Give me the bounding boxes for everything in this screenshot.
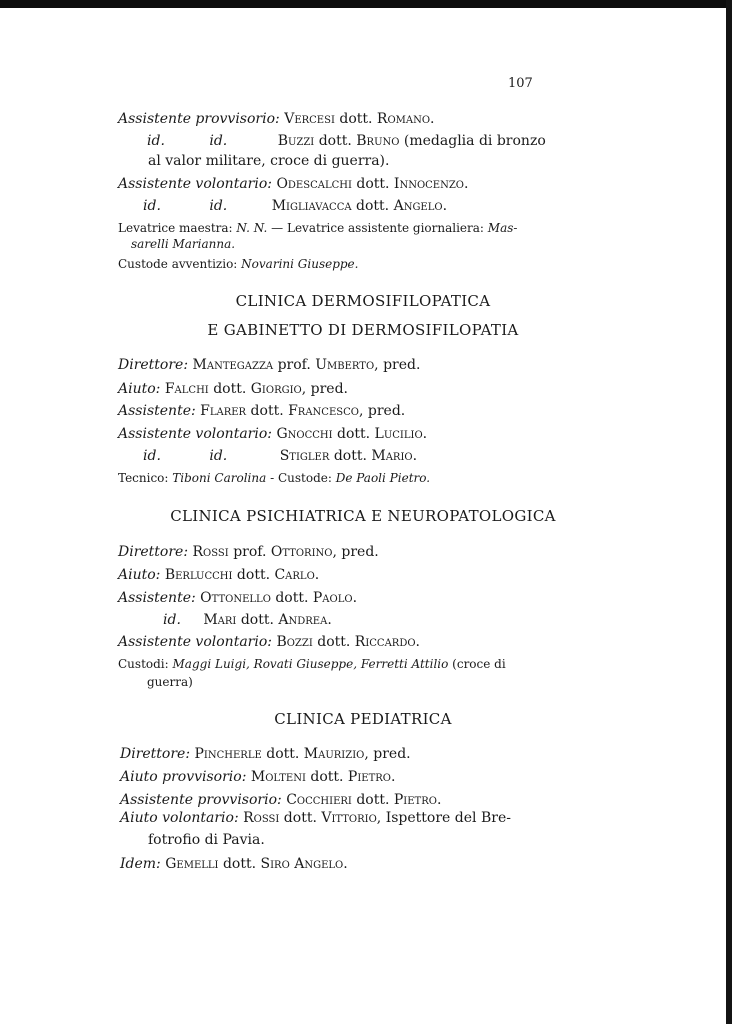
surname: Bozzi bbox=[276, 634, 313, 650]
title: prof. bbox=[233, 544, 267, 560]
title: dott. bbox=[275, 590, 309, 606]
title: dott. bbox=[337, 426, 371, 442]
staff-line bbox=[118, 567, 319, 584]
staff-line bbox=[118, 590, 357, 607]
section-heading: CLINICA PEDIATRICA bbox=[274, 710, 452, 728]
role: Assistente volontario: bbox=[118, 634, 272, 650]
surname: Ottonello bbox=[200, 590, 271, 606]
ditto: id. bbox=[163, 612, 181, 628]
role: Direttore: bbox=[118, 357, 189, 373]
section-heading: CLINICA PSICHIATRICA E NEUROPATOLOGICA bbox=[170, 507, 556, 525]
staff-line bbox=[118, 470, 430, 487]
section-heading: CLINICA DERMOSIFILOPATICA bbox=[235, 292, 491, 310]
ditto: id. bbox=[209, 448, 228, 464]
given-name: Paolo. bbox=[312, 590, 358, 606]
label: - Custode: bbox=[270, 471, 332, 485]
ditto: id. bbox=[143, 448, 161, 464]
role: Assistente: bbox=[118, 403, 196, 419]
given-name: Francesco, bbox=[288, 403, 364, 419]
staff-line bbox=[120, 792, 441, 809]
title: dott. bbox=[250, 403, 284, 419]
staff-line bbox=[118, 426, 427, 443]
scan-right-border bbox=[726, 0, 732, 1024]
given-name: Romano. bbox=[376, 111, 435, 127]
value: Rovati Giuseppe, bbox=[253, 657, 358, 671]
label: Custodi: bbox=[118, 657, 169, 671]
page-number: 107 bbox=[508, 76, 533, 91]
surname: Rossi bbox=[243, 810, 280, 826]
title: dott. bbox=[266, 746, 300, 762]
role: Aiuto volontario: bbox=[120, 810, 239, 826]
given-name: Siro Angelo. bbox=[260, 856, 348, 872]
continuation-line: sarelli Marianna. bbox=[131, 237, 236, 251]
title: dott. bbox=[283, 810, 317, 826]
title: dott. bbox=[236, 567, 271, 583]
staff-line bbox=[118, 176, 468, 193]
staff-line bbox=[118, 256, 358, 273]
given-name: Maurizio, bbox=[303, 746, 369, 762]
given-name: Umberto, bbox=[315, 357, 379, 373]
given-name: Pietro. bbox=[393, 792, 442, 808]
surname: Gnocchi bbox=[276, 426, 333, 442]
ditto: id. bbox=[147, 133, 165, 149]
extra: pred. bbox=[383, 357, 421, 373]
surname: Pincherle bbox=[194, 746, 262, 762]
value: Mas- bbox=[487, 221, 518, 235]
ditto: id. bbox=[209, 133, 228, 149]
surname: Mari bbox=[203, 612, 237, 628]
extra: Ispettore del Bre- bbox=[385, 810, 511, 826]
surname: Molteni bbox=[250, 769, 306, 785]
value: Maggi Luigi, bbox=[172, 657, 250, 671]
staff-line bbox=[147, 133, 546, 150]
note: (medaglia di bronzo bbox=[403, 133, 546, 149]
surname: Berlucchi bbox=[164, 567, 233, 583]
label: Tecnico: bbox=[118, 471, 169, 485]
given-name: Giorgio, bbox=[250, 381, 307, 397]
staff-line bbox=[118, 381, 348, 398]
given-name: Vittorio, bbox=[321, 810, 382, 826]
title: dott. bbox=[356, 176, 390, 192]
surname: Rossi bbox=[192, 544, 229, 560]
staff-line bbox=[118, 634, 420, 651]
role: Aiuto: bbox=[118, 381, 161, 397]
role: Aiuto: bbox=[118, 567, 161, 583]
staff-line bbox=[118, 656, 506, 673]
surname: Mantegazza bbox=[192, 357, 274, 373]
given-name: Andrea. bbox=[278, 612, 332, 628]
value: N. N. bbox=[236, 221, 268, 235]
given-name: Carlo. bbox=[274, 567, 320, 583]
surname: Buzzi bbox=[277, 133, 315, 149]
title: dott. bbox=[339, 111, 373, 127]
surname: Stigler bbox=[279, 448, 330, 464]
extra: pred. bbox=[373, 746, 411, 762]
role: Direttore: bbox=[120, 746, 191, 762]
title: dott. bbox=[317, 634, 351, 650]
section-subheading: E GABINETTO DI DERMOSIFILOPATIA bbox=[207, 321, 519, 339]
surname: Flarer bbox=[200, 403, 247, 419]
staff-line bbox=[118, 111, 435, 128]
continuation-line: al valor militare, croce di guerra). bbox=[148, 153, 390, 169]
title: prof. bbox=[277, 357, 311, 373]
surname: Cocchieri bbox=[286, 792, 352, 808]
role: Assistente volontario: bbox=[118, 426, 272, 442]
staff-line bbox=[163, 612, 332, 629]
staff-line bbox=[143, 198, 447, 215]
title: dott. bbox=[213, 381, 247, 397]
staff-line bbox=[118, 357, 420, 374]
surname: Odescalchi bbox=[276, 176, 352, 192]
ditto: id. bbox=[143, 198, 161, 214]
surname: Falchi bbox=[164, 381, 209, 397]
value: Ferretti Attilio bbox=[360, 657, 449, 671]
title: dott. bbox=[240, 612, 274, 628]
given-name: Mario. bbox=[371, 448, 418, 464]
staff-line bbox=[118, 220, 517, 237]
staff-line bbox=[120, 856, 348, 873]
staff-line bbox=[118, 403, 405, 420]
title: dott. bbox=[318, 133, 352, 149]
role: Assistente provvisorio: bbox=[120, 792, 282, 808]
extra: pred. bbox=[310, 381, 349, 397]
role: Assistente volontario: bbox=[118, 176, 272, 192]
staff-line bbox=[143, 448, 417, 465]
given-name: Angelo. bbox=[393, 198, 448, 214]
role: Assistente: bbox=[118, 590, 196, 606]
given-name: Pietro. bbox=[347, 769, 396, 785]
note: (croce di bbox=[452, 657, 506, 671]
staff-line bbox=[118, 544, 379, 561]
given-name: Innocenzo. bbox=[393, 176, 469, 192]
title: dott. bbox=[333, 448, 367, 464]
role: Direttore: bbox=[118, 544, 189, 560]
surname: Vercesi bbox=[284, 111, 335, 127]
value: De Paoli Pietro. bbox=[335, 471, 431, 485]
title: dott. bbox=[310, 769, 344, 785]
extra: pred. bbox=[367, 403, 406, 419]
label: Levatrice maestra: bbox=[118, 221, 233, 235]
given-name: Ottorino, bbox=[270, 544, 337, 560]
continuation-line: fotrofio di Pavia. bbox=[148, 832, 265, 848]
staff-line bbox=[120, 769, 395, 786]
surname: Gemelli bbox=[165, 856, 219, 872]
role: Assistente provvisorio: bbox=[118, 111, 280, 127]
title: dott. bbox=[356, 198, 390, 214]
label: — Levatrice assistente giornaliera: bbox=[271, 221, 484, 235]
continuation-line: guerra) bbox=[147, 675, 193, 689]
title: dott. bbox=[356, 792, 390, 808]
role: Aiuto provvisorio: bbox=[120, 769, 247, 785]
staff-line bbox=[120, 810, 511, 827]
ditto: id. bbox=[209, 198, 228, 214]
staff-line bbox=[120, 746, 411, 763]
given-name: Bruno bbox=[356, 133, 400, 149]
value: Tiboni Carolina bbox=[172, 471, 267, 485]
label: Custode avventizio: bbox=[118, 257, 238, 271]
surname: Migliavacca bbox=[271, 198, 352, 214]
given-name: Riccardo. bbox=[354, 634, 420, 650]
extra: pred. bbox=[341, 544, 379, 560]
given-name: Lucilio. bbox=[374, 426, 428, 442]
title: dott. bbox=[222, 856, 257, 872]
role: Idem: bbox=[120, 856, 161, 872]
value: Novarini Giuseppe. bbox=[241, 257, 359, 271]
